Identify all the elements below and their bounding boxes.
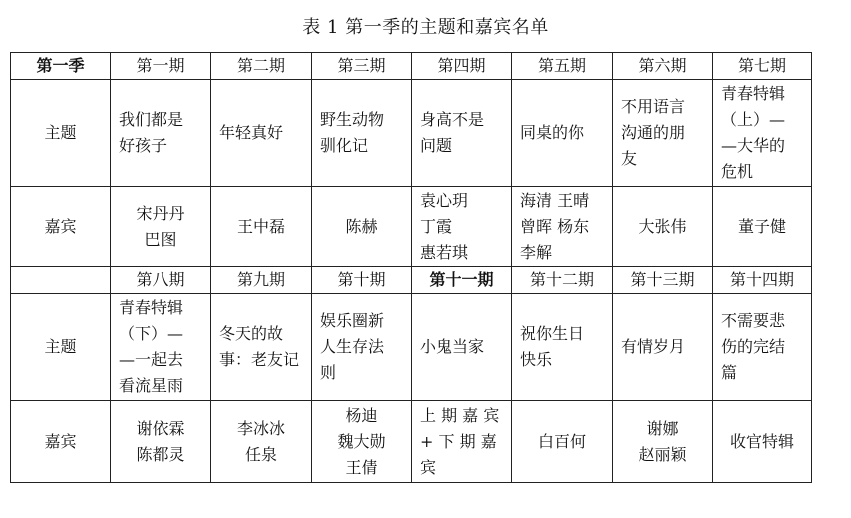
cell-line: 祝你生日 <box>520 324 585 343</box>
theme-cell <box>613 80 713 187</box>
episode-header: 第三期 <box>312 53 412 80</box>
cell-line: 青春特辑 <box>721 84 786 103</box>
cell-line: 伤的完结 <box>721 337 786 356</box>
cell-line: （上）— <box>721 110 786 129</box>
episode-header: 第四期 <box>412 53 512 80</box>
guest-cell <box>512 401 613 483</box>
cell-line: 海清 王晴 <box>520 190 590 210</box>
cell-line: 不需要悲 <box>721 311 786 330</box>
cell-line: 赵丽颖 <box>638 444 687 464</box>
episode-header: 第九期 <box>211 267 312 294</box>
cell-line: 沟通的朋 <box>621 123 686 142</box>
theme-cell <box>111 294 211 401</box>
guest-cell <box>412 401 512 483</box>
guest-label: 嘉宾 <box>11 401 111 483</box>
cell-line: 小鬼当家 <box>420 337 485 356</box>
cell-line: 问题 <box>420 136 453 155</box>
theme-cell <box>412 80 512 187</box>
cell-line: —大华的 <box>721 136 786 155</box>
season-label: 第一季 <box>11 53 111 80</box>
theme-cell <box>312 80 412 187</box>
cell-line: 李冰冰 <box>236 418 285 438</box>
season-one-table <box>10 52 812 483</box>
guest-cell <box>211 401 312 483</box>
empty-cell <box>11 267 111 294</box>
theme-row <box>11 80 812 187</box>
cell-line: 魏大勋 <box>337 431 386 451</box>
cell-line: 青春特辑 <box>119 298 184 317</box>
cell-line: 丁霞 <box>420 216 453 236</box>
cell-line: 曾晖 杨东 <box>520 216 590 236</box>
guest-cell <box>713 401 812 483</box>
cell-line: 则 <box>320 363 337 382</box>
episode-header: 第十期 <box>312 267 412 294</box>
cell-line: 袁心玥 <box>420 190 469 210</box>
cell-line: 事：老友记 <box>219 350 300 369</box>
cell-line: 身高不是 <box>420 110 485 129</box>
guest-cell <box>211 187 312 267</box>
episode-header: 第十一期 <box>412 267 512 294</box>
theme-cell <box>211 80 312 187</box>
cell-line: 李解 <box>520 242 553 262</box>
theme-cell <box>111 80 211 187</box>
theme-row <box>11 294 812 401</box>
cell-line: 看流星雨 <box>119 376 184 395</box>
cell-line: 快乐 <box>520 350 553 369</box>
guest-cell <box>613 187 713 267</box>
guest-cell <box>713 187 812 267</box>
cell-line: 白百何 <box>537 431 586 451</box>
cell-line: 大张伟 <box>638 216 687 236</box>
cell-line: 危机 <box>721 162 754 181</box>
cell-line: 谢依霖 <box>136 418 185 438</box>
episode-header: 第五期 <box>512 53 613 80</box>
cell-line: 宾 <box>420 457 437 477</box>
episode-header: 第一期 <box>111 53 211 80</box>
cell-line: （下）— <box>119 324 184 343</box>
cell-line: 篇 <box>721 363 738 382</box>
episode-header: 第七期 <box>713 53 812 80</box>
cell-line: 同桌的你 <box>520 123 585 142</box>
guest-cell <box>512 187 613 267</box>
guest-cell <box>312 187 412 267</box>
guest-cell <box>111 187 211 267</box>
cell-line: 陈赫 <box>345 216 378 236</box>
theme-cell <box>713 294 812 401</box>
episode-header: 第八期 <box>111 267 211 294</box>
guest-row <box>11 187 812 267</box>
cell-line: 我们都是 <box>119 110 184 129</box>
episode-header: 第十四期 <box>713 267 812 294</box>
theme-label: 主题 <box>11 294 111 401</box>
episode-header: 第十二期 <box>512 267 613 294</box>
cell-line: 任泉 <box>244 444 277 464</box>
episode-header-row <box>11 267 812 294</box>
episode-header: 第六期 <box>613 53 713 80</box>
cell-line: 谢娜 <box>646 418 679 438</box>
cell-line: 惠若琪 <box>420 242 469 262</box>
theme-cell <box>412 294 512 401</box>
episode-header-row <box>11 53 812 80</box>
guest-label: 嘉宾 <box>11 187 111 267</box>
cell-line: 杨迪 <box>345 405 378 425</box>
guest-cell <box>412 187 512 267</box>
table-caption: 表 1 第一季的主题和嘉宾名单 <box>302 17 549 38</box>
cell-line: + 下 期 嘉 <box>420 431 497 451</box>
cell-line: 娱乐圈新 <box>320 311 385 330</box>
theme-label: 主题 <box>11 80 111 187</box>
cell-line: 王中磊 <box>236 216 285 236</box>
cell-line: —一起去 <box>119 350 184 369</box>
cell-line: 上 期 嘉 宾 <box>420 405 500 425</box>
cell-line: 陈都灵 <box>136 444 185 464</box>
cell-line: 董子健 <box>737 216 786 236</box>
table-body <box>11 53 812 483</box>
cell-line: 人生存法 <box>320 337 385 356</box>
cell-line: 年轻真好 <box>219 123 284 142</box>
guest-row <box>11 401 812 483</box>
cell-line: 有情岁月 <box>621 337 686 356</box>
theme-cell <box>512 294 613 401</box>
theme-cell <box>613 294 713 401</box>
cell-line: 巴图 <box>144 229 177 249</box>
cell-line: 王倩 <box>345 457 378 477</box>
cell-line: 宋丹丹 <box>136 203 185 223</box>
cell-line: 冬天的故 <box>219 324 284 343</box>
theme-cell <box>713 80 812 187</box>
guest-cell <box>613 401 713 483</box>
guest-cell <box>111 401 211 483</box>
cell-line: 友 <box>621 149 638 168</box>
cell-line: 驯化记 <box>320 136 369 155</box>
cell-line: 野生动物 <box>320 110 385 129</box>
cell-line: 不用语言 <box>621 97 686 116</box>
episode-header: 第二期 <box>211 53 312 80</box>
theme-cell <box>512 80 613 187</box>
theme-cell <box>312 294 412 401</box>
cell-line: 收官特辑 <box>729 431 794 451</box>
theme-cell <box>211 294 312 401</box>
cell-line: 好孩子 <box>119 136 168 155</box>
episode-header: 第十三期 <box>613 267 713 294</box>
guest-cell <box>312 401 412 483</box>
